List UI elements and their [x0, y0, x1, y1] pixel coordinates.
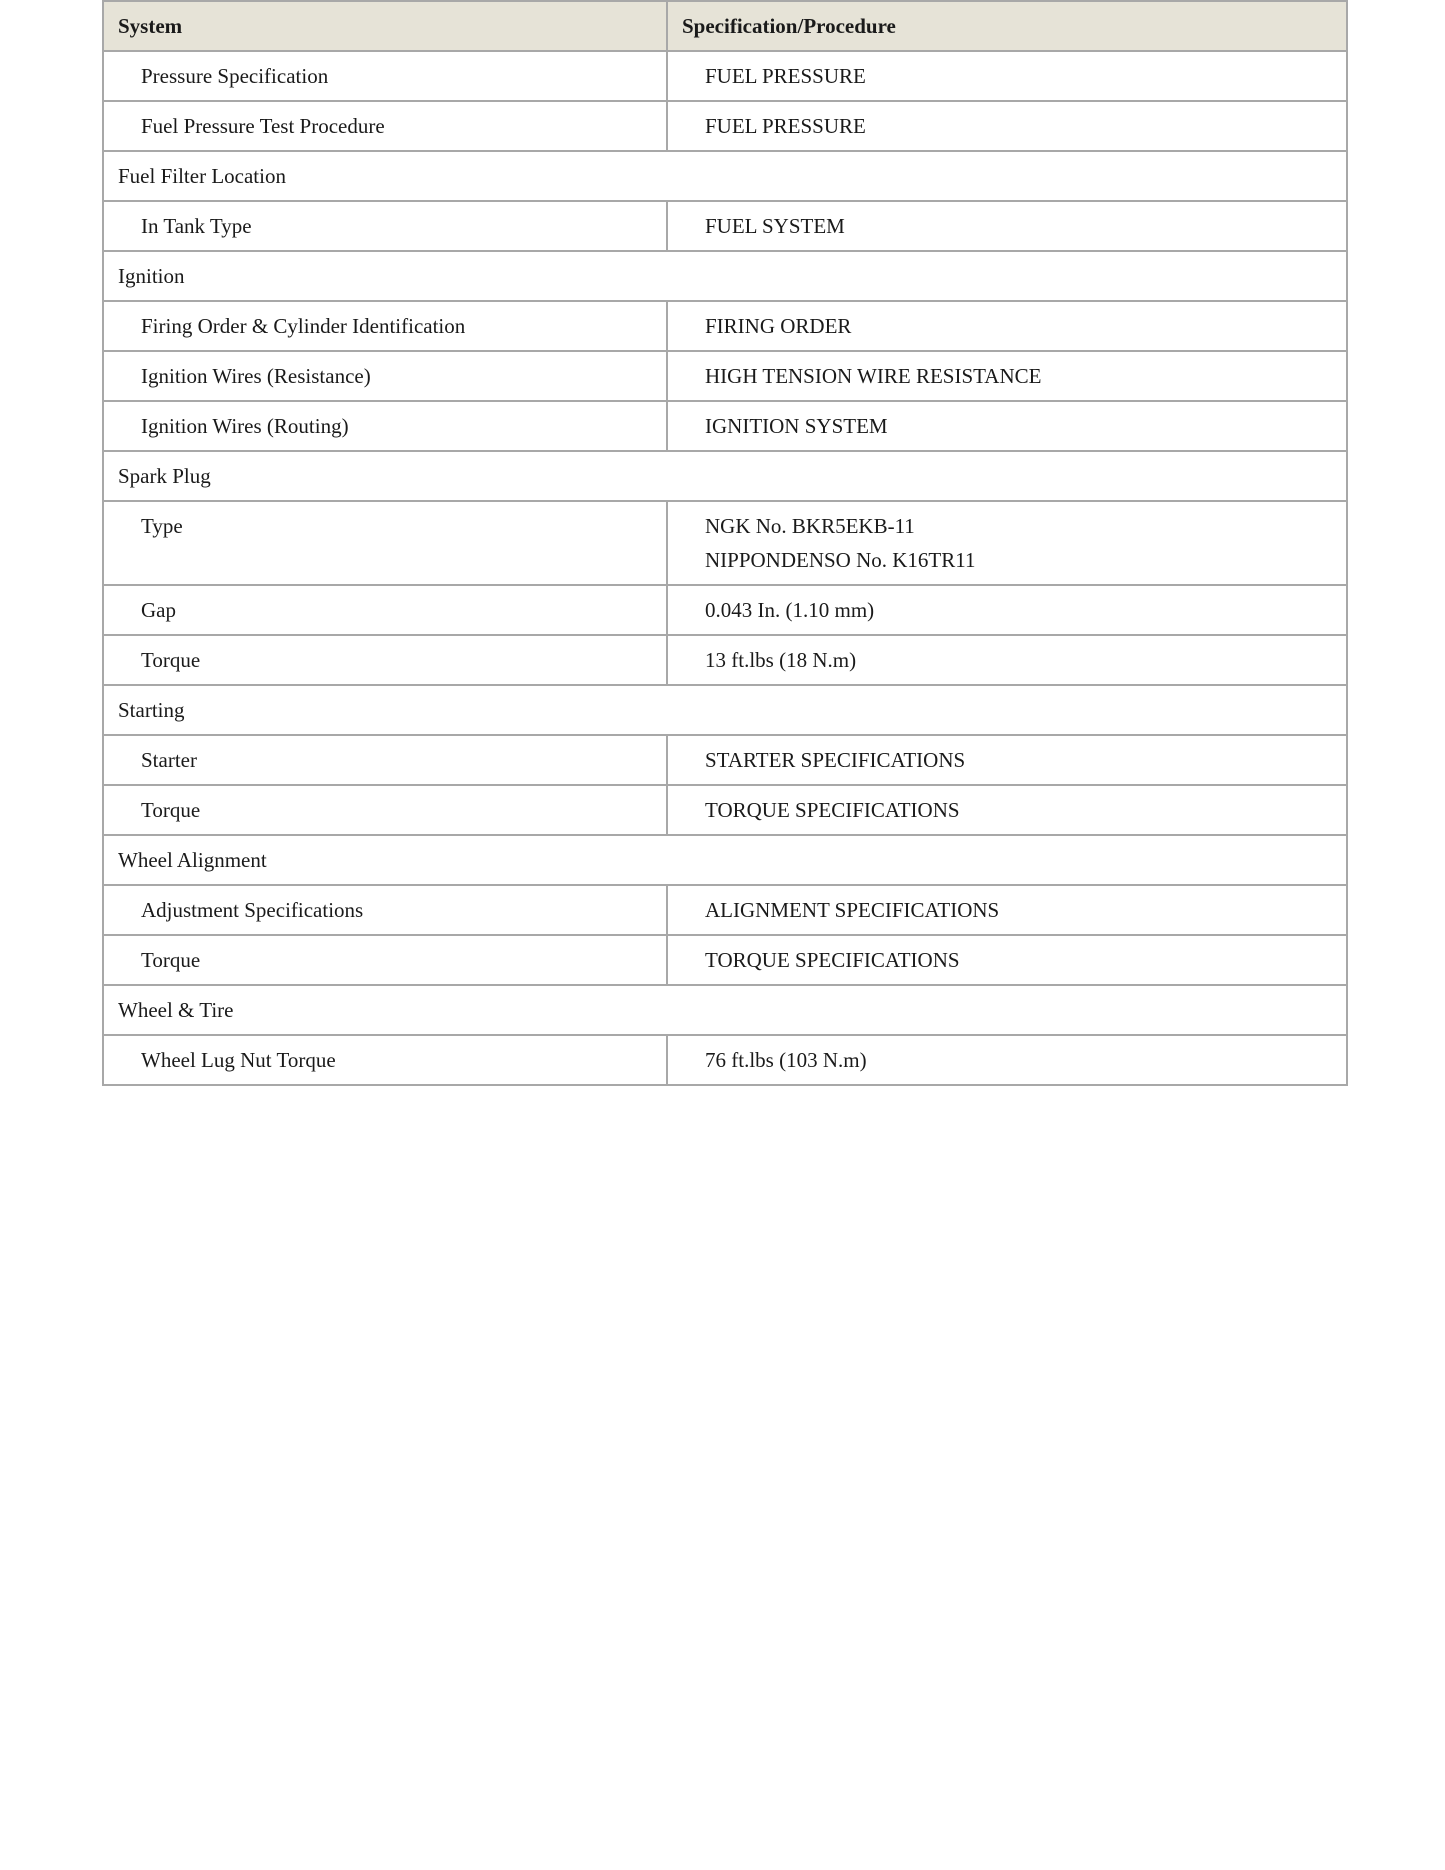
- column-header-spec: Specification/Procedure: [667, 1, 1347, 51]
- section-title: Spark Plug: [103, 451, 1347, 501]
- system-cell: Torque: [103, 635, 667, 685]
- spec-value: 13 ft.lbs (18 N.m): [705, 648, 857, 672]
- column-header-system: System: [103, 1, 667, 51]
- spec-value: 76 ft.lbs (103 N.m): [705, 1048, 867, 1072]
- spec-cell: [667, 301, 1347, 351]
- spec-value: FUEL PRESSURE: [705, 114, 866, 138]
- spec-value: HIGH TENSION WIRE RESISTANCE: [705, 364, 1042, 388]
- table-row: [103, 301, 1347, 351]
- spec-value: NIPPONDENSO No. K16TR11: [705, 548, 976, 572]
- spec-cell: [667, 351, 1347, 401]
- section-row: [103, 685, 1347, 735]
- spec-table: [102, 0, 1348, 1086]
- spec-cell: [667, 785, 1347, 835]
- spec-value: 0.043 In. (1.10 mm): [705, 598, 875, 622]
- spec-value: FIRING ORDER: [705, 314, 852, 338]
- table-row: [103, 785, 1347, 835]
- section-row: [103, 985, 1347, 1035]
- system-cell: Starter: [103, 735, 667, 785]
- spec-cell: [667, 201, 1347, 251]
- spec-cell: [667, 51, 1347, 101]
- spec-cell: [667, 935, 1347, 985]
- table-row: [103, 585, 1347, 635]
- section-row: [103, 451, 1347, 501]
- spec-value: NGK No. BKR5EKB-11: [705, 514, 915, 538]
- spec-cell: [667, 635, 1347, 685]
- spec-cell: [667, 501, 1347, 585]
- section-row: [103, 151, 1347, 201]
- spec-value: FUEL PRESSURE: [705, 64, 866, 88]
- section-title: Wheel Alignment: [103, 835, 1347, 885]
- header-row: [103, 1, 1347, 51]
- system-cell: Gap: [103, 585, 667, 635]
- system-cell: Pressure Specification: [103, 51, 667, 101]
- table-row: [103, 201, 1347, 251]
- spec-cell: [667, 1035, 1347, 1085]
- section-title: Ignition: [103, 251, 1347, 301]
- system-cell: Type: [103, 501, 667, 585]
- section-title: Wheel & Tire: [103, 985, 1347, 1035]
- spec-value: TORQUE SPECIFICATIONS: [705, 798, 960, 822]
- table-row: [103, 935, 1347, 985]
- system-cell: Ignition Wires (Routing): [103, 401, 667, 451]
- table-row: [103, 635, 1347, 685]
- table-body: [103, 51, 1347, 1085]
- section-row: [103, 251, 1347, 301]
- table-row: [103, 501, 1347, 585]
- system-cell: Firing Order & Cylinder Identification: [103, 301, 667, 351]
- system-cell: In Tank Type: [103, 201, 667, 251]
- spec-value: IGNITION SYSTEM: [705, 414, 888, 438]
- table-row: [103, 1035, 1347, 1085]
- spec-value: TORQUE SPECIFICATIONS: [705, 948, 960, 972]
- section-row: [103, 835, 1347, 885]
- table-row: [103, 101, 1347, 151]
- system-cell: Adjustment Specifications: [103, 885, 667, 935]
- section-title: Starting: [103, 685, 1347, 735]
- spec-value: STARTER SPECIFICATIONS: [705, 748, 966, 772]
- table-row: [103, 401, 1347, 451]
- table-row: [103, 735, 1347, 785]
- system-cell: Fuel Pressure Test Procedure: [103, 101, 667, 151]
- table-row: [103, 351, 1347, 401]
- table-header: [103, 1, 1347, 51]
- spec-cell: [667, 401, 1347, 451]
- table-row: [103, 51, 1347, 101]
- spec-cell: [667, 101, 1347, 151]
- system-cell: Wheel Lug Nut Torque: [103, 1035, 667, 1085]
- system-cell: Ignition Wires (Resistance): [103, 351, 667, 401]
- table-row: [103, 885, 1347, 935]
- spec-cell: [667, 585, 1347, 635]
- spec-cell: [667, 735, 1347, 785]
- spec-value: ALIGNMENT SPECIFICATIONS: [705, 898, 1000, 922]
- system-cell: Torque: [103, 935, 667, 985]
- system-cell: Torque: [103, 785, 667, 835]
- section-title: Fuel Filter Location: [103, 151, 1347, 201]
- spec-value: FUEL SYSTEM: [705, 214, 845, 238]
- spec-cell: [667, 885, 1347, 935]
